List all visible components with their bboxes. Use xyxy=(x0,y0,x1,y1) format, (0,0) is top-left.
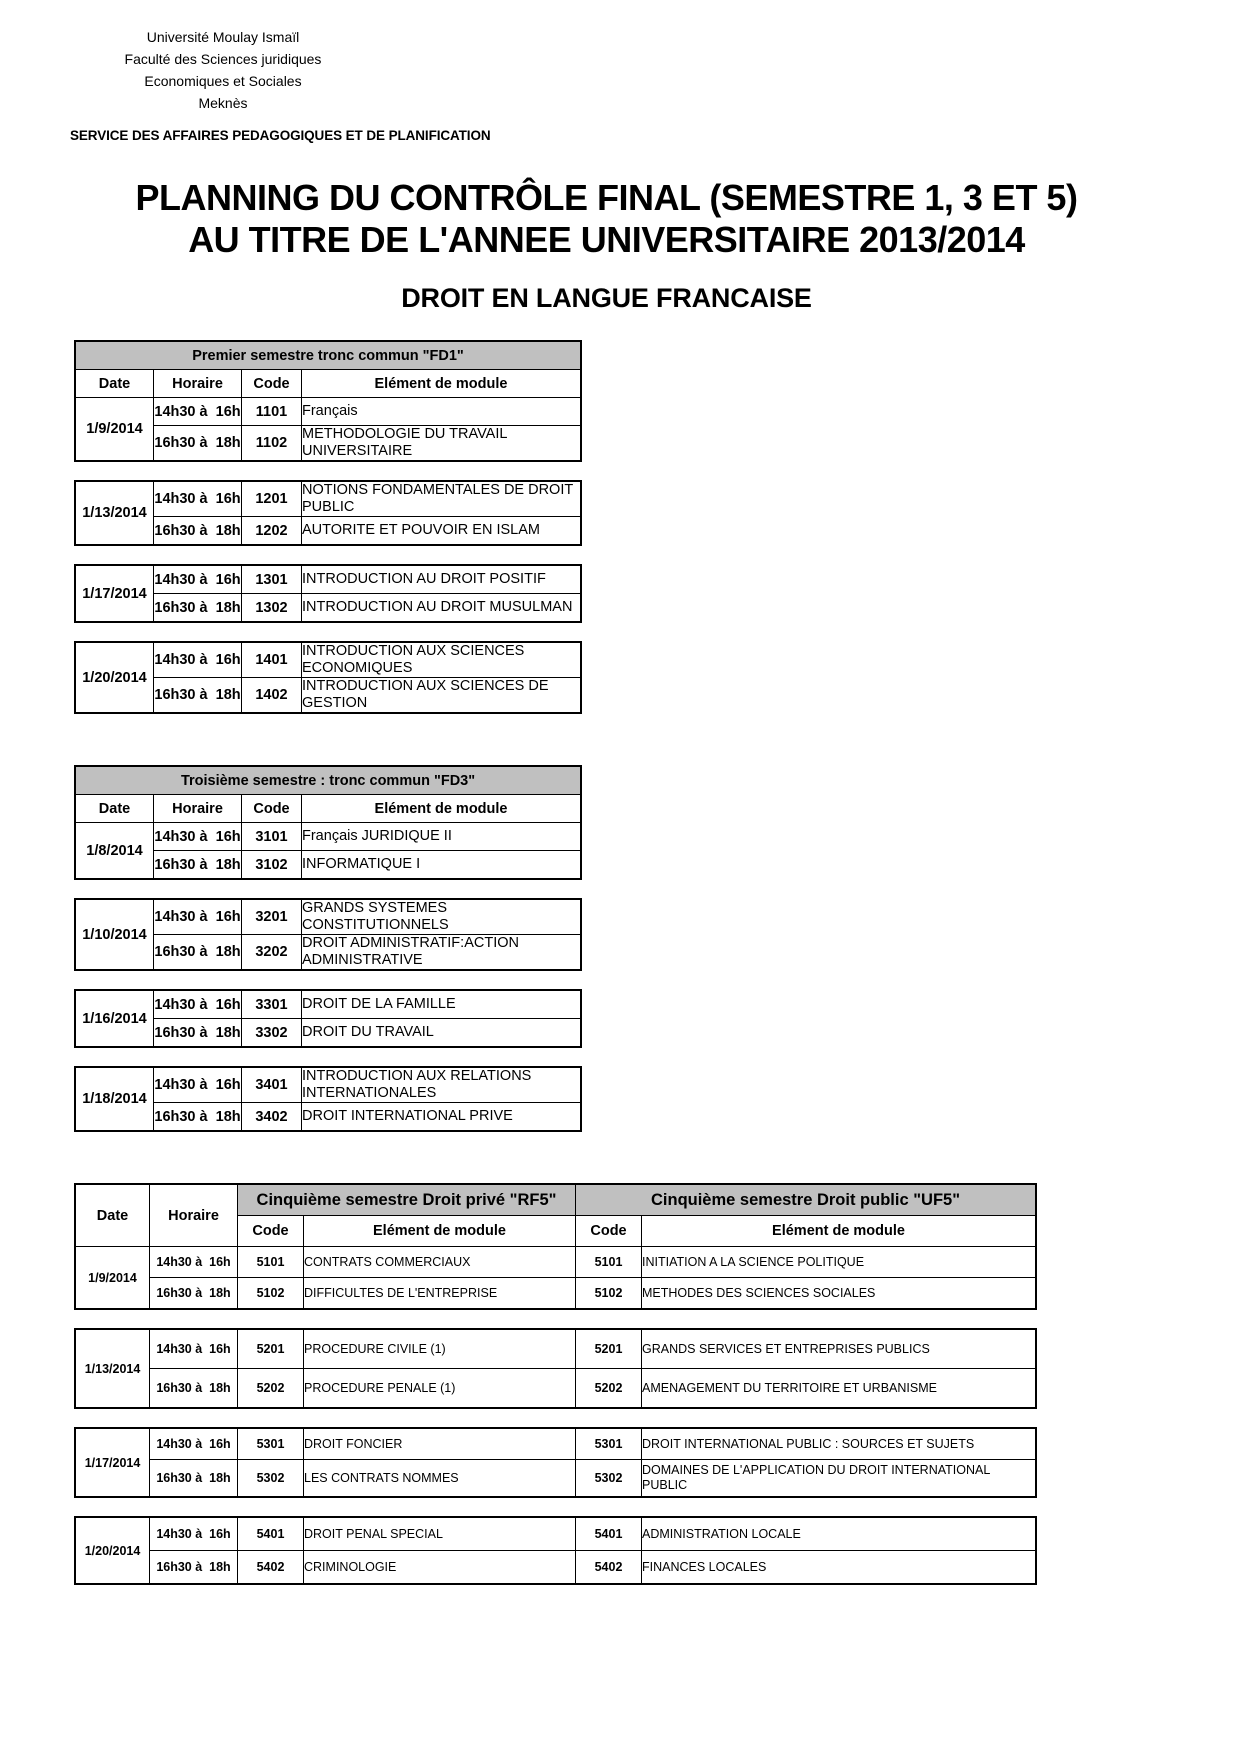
table-row xyxy=(76,1518,1036,1551)
s5-group-1-box xyxy=(74,1328,1037,1409)
s5-group-3-table xyxy=(75,1517,1036,1584)
s5-header-table xyxy=(75,1184,1036,1309)
column-header-module-public: Elément de module xyxy=(642,1216,1036,1247)
table-row xyxy=(76,1551,1036,1584)
table-row xyxy=(76,1460,1036,1497)
table-row xyxy=(76,1068,581,1103)
cell-module-public: INITIATION A LA SCIENCE POLITIQUE xyxy=(642,1247,1036,1278)
spacer xyxy=(74,976,1241,989)
table-row xyxy=(76,1330,1036,1369)
fd1-group-1-box xyxy=(74,480,582,546)
cell-date: 1/9/2014 xyxy=(76,1247,150,1309)
cell-time: 16h30 à 18h xyxy=(150,1460,238,1497)
cell-code-public: 5201 xyxy=(576,1330,642,1369)
page-subtitle: DROIT EN LANGUE FRANCAISE xyxy=(401,283,812,313)
table-row xyxy=(76,643,581,678)
fd1-group-3-box xyxy=(74,641,582,714)
cell-module-public: DROIT INTERNATIONAL PUBLIC : SOURCES ET SUJETS xyxy=(642,1429,1036,1460)
schedule-table-fd3 xyxy=(74,765,1241,1137)
cell-date: 1/8/2014 xyxy=(76,823,154,879)
cell-date: 1/20/2014 xyxy=(76,643,154,713)
cell-code-prive: 5102 xyxy=(238,1278,304,1309)
cell-date: 1/17/2014 xyxy=(76,566,154,622)
cell-code-public: 5302 xyxy=(576,1460,642,1497)
s5-header-box xyxy=(74,1183,1037,1310)
spacer xyxy=(74,1503,1241,1516)
cell-module-prive: DIFFICULTES DE L'ENTREPRISE xyxy=(304,1278,576,1309)
cell-time: 16h30 à 18h xyxy=(150,1551,238,1584)
fd3-group-3-box xyxy=(74,1066,582,1132)
cell-module: INTRODUCTION AUX RELATIONS INTERNATIONALES xyxy=(302,1068,581,1103)
cell-module-prive: LES CONTRATS NOMMES xyxy=(304,1460,576,1497)
cell-code-prive: 5401 xyxy=(238,1518,304,1551)
cell-code: 3301 xyxy=(242,991,302,1019)
fd1-band-title: Premier semestre tronc commun "FD1" xyxy=(76,342,581,370)
fd1-header-box xyxy=(74,340,582,462)
fd1-group-2-box xyxy=(74,564,582,623)
cell-time: 14h30 à 16h xyxy=(150,1518,238,1551)
table-row xyxy=(76,482,581,517)
cell-code: 1302 xyxy=(242,594,302,622)
cell-code-public: 5401 xyxy=(576,1518,642,1551)
column-header-code-public: Code xyxy=(576,1216,642,1247)
cell-module-prive: PROCEDURE CIVILE (1) xyxy=(304,1330,576,1369)
cell-code: 3202 xyxy=(242,935,302,970)
cell-code: 3201 xyxy=(242,900,302,935)
cell-date: 1/20/2014 xyxy=(76,1518,150,1584)
schedule-table-fd1 xyxy=(74,340,1241,719)
cell-time: 14h30 à 16h xyxy=(154,482,242,517)
cell-code: 1101 xyxy=(242,398,302,426)
cell-code: 1402 xyxy=(242,678,302,713)
cell-module: AUTORITE ET POUVOIR EN ISLAM xyxy=(302,517,581,545)
cell-code-public: 5102 xyxy=(576,1278,642,1309)
page-title xyxy=(0,177,1241,261)
cell-date: 1/9/2014 xyxy=(76,398,154,461)
spacer xyxy=(74,1315,1241,1328)
cell-time: 16h30 à 18h xyxy=(154,851,242,879)
fd3-group-1-table xyxy=(75,899,581,970)
cell-code: 1202 xyxy=(242,517,302,545)
fd1-header-table xyxy=(75,341,581,461)
table-row xyxy=(76,1429,1036,1460)
s5-group-1-table xyxy=(75,1329,1036,1408)
cell-module-public: METHODES DES SCIENCES SOCIALES xyxy=(642,1278,1036,1309)
cell-code: 1401 xyxy=(242,643,302,678)
table-row xyxy=(76,1247,1036,1278)
spacer xyxy=(74,628,1241,641)
column-header-horaire: Horaire xyxy=(154,370,242,398)
cell-module: INTRODUCTION AU DROIT MUSULMAN xyxy=(302,594,581,622)
table-row xyxy=(76,398,581,426)
column-header-module: Elément de module xyxy=(302,370,581,398)
cell-module: INTRODUCTION AUX SCIENCES ECONOMIQUES xyxy=(302,643,581,678)
spacer xyxy=(74,885,1241,898)
cell-date: 1/13/2014 xyxy=(76,1330,150,1408)
fd3-header-box xyxy=(74,765,582,880)
cell-code-prive: 5201 xyxy=(238,1330,304,1369)
column-header-code-prive: Code xyxy=(238,1216,304,1247)
cell-code-prive: 5301 xyxy=(238,1429,304,1460)
cell-time: 16h30 à 18h xyxy=(154,1019,242,1047)
cell-code: 3302 xyxy=(242,1019,302,1047)
service-department-line: SERVICE DES AFFAIRES PEDAGOGIQUES ET DE PLANIFICATION xyxy=(70,128,491,143)
table-row xyxy=(76,823,581,851)
cell-module-public: FINANCES LOCALES xyxy=(642,1551,1036,1584)
cell-code: 3401 xyxy=(242,1068,302,1103)
cell-module-prive: PROCEDURE PENALE (1) xyxy=(304,1369,576,1408)
cell-module-public: DOMAINES DE L'APPLICATION DU DROIT INTERNATIONAL PUBLIC xyxy=(642,1460,1036,1497)
university-name: Université Moulay Ismaïl xyxy=(146,29,300,45)
cell-time: 14h30 à 16h xyxy=(154,823,242,851)
spacer xyxy=(74,467,1241,480)
schedule-table-semester5 xyxy=(74,1183,1241,1590)
s5-group-2-table xyxy=(75,1428,1036,1497)
table-row xyxy=(76,991,581,1019)
fd3-group-1-box xyxy=(74,898,582,971)
cell-code: 3402 xyxy=(242,1103,302,1131)
cell-time: 16h30 à 18h xyxy=(154,935,242,970)
cell-module-prive: CONTRATS COMMERCIAUX xyxy=(304,1247,576,1278)
fd1-group-2-table xyxy=(75,565,581,622)
fd3-group-2-table xyxy=(75,990,581,1047)
fd3-band-title: Troisième semestre : tronc commun "FD3" xyxy=(76,767,581,795)
page-title-line1: PLANNING DU CONTRÔLE FINAL (SEMESTRE 1, 3 ET 5) xyxy=(135,177,1078,218)
cell-module-prive: DROIT FONCIER xyxy=(304,1429,576,1460)
letterhead xyxy=(0,0,1241,143)
cell-time: 14h30 à 16h xyxy=(150,1247,238,1278)
s5-group-3-box xyxy=(74,1516,1037,1585)
cell-date: 1/10/2014 xyxy=(76,900,154,970)
cell-code-public: 5402 xyxy=(576,1551,642,1584)
table-row xyxy=(76,566,581,594)
cell-module-public: ADMINISTRATION LOCALE xyxy=(642,1518,1036,1551)
fd3-header-table xyxy=(75,766,581,879)
cell-module: INTRODUCTION AU DROIT POSITIF xyxy=(302,566,581,594)
cell-code-prive: 5202 xyxy=(238,1369,304,1408)
cell-time: 14h30 à 16h xyxy=(154,1068,242,1103)
column-header-module: Elément de module xyxy=(302,795,581,823)
cell-code: 1301 xyxy=(242,566,302,594)
cell-module: DROIT ADMINISTRATIF:ACTION ADMINISTRATIVE xyxy=(302,935,581,970)
column-header-module-prive: Elément de module xyxy=(304,1216,576,1247)
fd1-group-1-table xyxy=(75,481,581,545)
cell-module: Français xyxy=(302,398,581,426)
cell-module-public: AMENAGEMENT DU TERRITOIRE ET URBANISME xyxy=(642,1369,1036,1408)
cell-time: 14h30 à 16h xyxy=(154,643,242,678)
cell-time: 14h30 à 16h xyxy=(150,1330,238,1369)
table-row xyxy=(76,795,581,823)
cell-module: NOTIONS FONDAMENTALES DE DROIT PUBLIC xyxy=(302,482,581,517)
cell-code-public: 5301 xyxy=(576,1429,642,1460)
table-row xyxy=(76,900,581,935)
column-header-horaire: Horaire xyxy=(150,1185,238,1247)
cell-date: 1/17/2014 xyxy=(76,1429,150,1497)
cell-time: 14h30 à 16h xyxy=(150,1429,238,1460)
page-title-line2: AU TITRE DE L'ANNEE UNIVERSITAIRE 2013/2014 xyxy=(188,219,1025,260)
cell-date: 1/13/2014 xyxy=(76,482,154,545)
cell-module: DROIT DE LA FAMILLE xyxy=(302,991,581,1019)
cell-time: 16h30 à 18h xyxy=(150,1369,238,1408)
cell-time: 14h30 à 16h xyxy=(154,900,242,935)
cell-module-prive: DROIT PENAL SPECIAL xyxy=(304,1518,576,1551)
cell-code: 3102 xyxy=(242,851,302,879)
city-name: Meknès xyxy=(198,95,248,111)
cell-date: 1/18/2014 xyxy=(76,1068,154,1131)
spacer xyxy=(74,551,1241,564)
cell-module: DROIT DU TRAVAIL xyxy=(302,1019,581,1047)
cell-code-public: 5202 xyxy=(576,1369,642,1408)
faculty-name-line2: Economiques et Sociales xyxy=(144,73,302,89)
cell-code: 3101 xyxy=(242,823,302,851)
cell-module: Français JURIDIQUE II xyxy=(302,823,581,851)
faculty-name-line1: Faculté des Sciences juridiques xyxy=(124,51,322,67)
column-header-code: Code xyxy=(242,370,302,398)
s5-band-title-public: Cinquième semestre Droit public "UF5" xyxy=(576,1185,1036,1216)
fd3-group-3-table xyxy=(75,1067,581,1131)
column-header-date: Date xyxy=(76,370,154,398)
cell-date: 1/16/2014 xyxy=(76,991,154,1047)
s5-band-title-prive: Cinquième semestre Droit privé "RF5" xyxy=(238,1185,576,1216)
cell-time: 14h30 à 16h xyxy=(154,398,242,426)
cell-code: 1201 xyxy=(242,482,302,517)
cell-code-prive: 5402 xyxy=(238,1551,304,1584)
cell-code-prive: 5101 xyxy=(238,1247,304,1278)
table-row xyxy=(76,767,581,795)
cell-time: 16h30 à 18h xyxy=(154,1103,242,1131)
cell-module-public: GRANDS SERVICES ET ENTREPRISES PUBLICS xyxy=(642,1330,1036,1369)
spacer xyxy=(74,1414,1241,1427)
cell-module: GRANDS SYSTEMES CONSTITUTIONNELS xyxy=(302,900,581,935)
cell-code-prive: 5302 xyxy=(238,1460,304,1497)
fd3-group-2-box xyxy=(74,989,582,1048)
cell-time: 16h30 à 18h xyxy=(154,594,242,622)
cell-code: 1102 xyxy=(242,426,302,461)
cell-code-public: 5101 xyxy=(576,1247,642,1278)
column-header-date: Date xyxy=(76,1185,150,1247)
s5-group-2-box xyxy=(74,1427,1037,1498)
fd1-group-3-table xyxy=(75,642,581,713)
cell-time: 14h30 à 16h xyxy=(154,566,242,594)
cell-time: 16h30 à 18h xyxy=(154,517,242,545)
column-header-horaire: Horaire xyxy=(154,795,242,823)
cell-module-prive: CRIMINOLOGIE xyxy=(304,1551,576,1584)
cell-module: METHODOLOGIE DU TRAVAIL UNIVERSITAIRE xyxy=(302,426,581,461)
cell-time: 16h30 à 18h xyxy=(154,678,242,713)
cell-time: 14h30 à 16h xyxy=(154,991,242,1019)
cell-time: 16h30 à 18h xyxy=(150,1278,238,1309)
column-header-date: Date xyxy=(76,795,154,823)
table-row xyxy=(76,370,581,398)
table-row xyxy=(76,1369,1036,1408)
table-row xyxy=(76,1278,1036,1309)
cell-time: 16h30 à 18h xyxy=(154,426,242,461)
spacer xyxy=(74,1053,1241,1066)
cell-module: INFORMATIQUE I xyxy=(302,851,581,879)
column-header-code: Code xyxy=(242,795,302,823)
table-row xyxy=(76,1185,1036,1216)
table-row xyxy=(76,342,581,370)
cell-module: DROIT INTERNATIONAL PRIVE xyxy=(302,1103,581,1131)
cell-module: INTRODUCTION AUX SCIENCES DE GESTION xyxy=(302,678,581,713)
